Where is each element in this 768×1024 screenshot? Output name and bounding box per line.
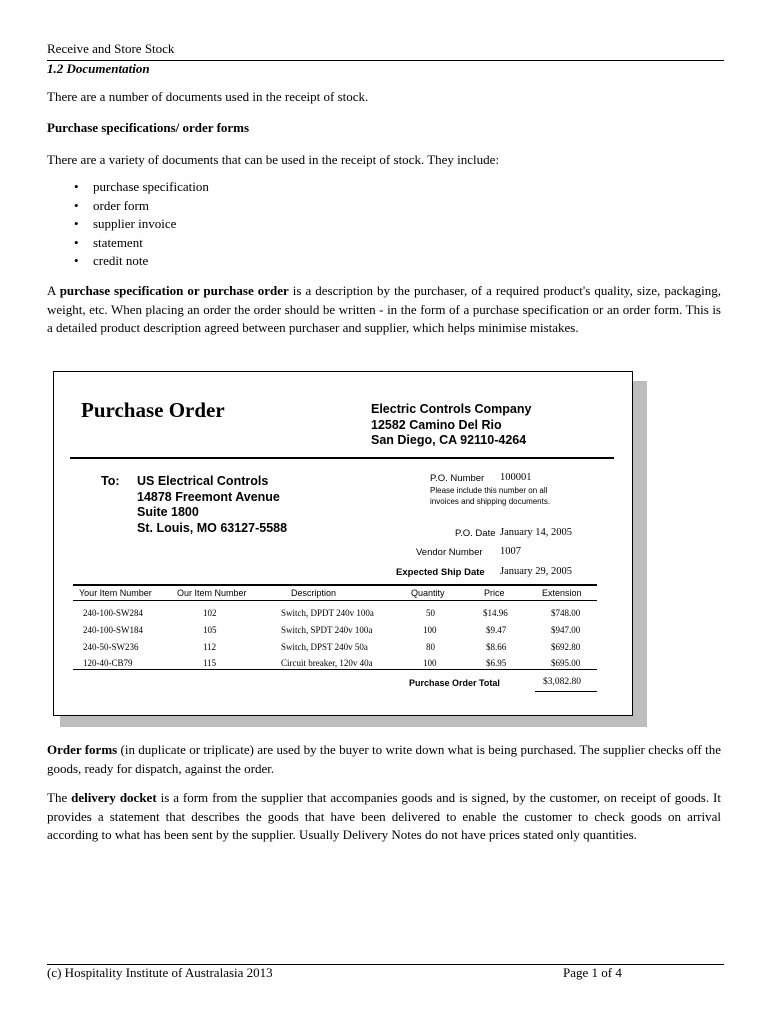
- recipient-address: US Electrical Controls 14878 Freemont Avenue Suite 1800 St. Louis, MO 63127-5588: [137, 474, 288, 535]
- section-heading: 1.2 Documentation: [47, 61, 150, 76]
- vendor-number-label: Vendor Number: [416, 547, 483, 558]
- col-header: Our Item Number: [177, 588, 247, 598]
- vendor-number: 1007: [500, 546, 521, 557]
- term-order-forms: Order forms: [47, 742, 118, 757]
- list-item: • statement: [47, 234, 209, 253]
- col-header: Extension: [542, 588, 582, 598]
- po-title: Purchase Order: [81, 398, 225, 422]
- table-bottom-rule: [73, 669, 597, 670]
- col-header: Price: [484, 588, 505, 598]
- term-purchase-order: purchase specification or purchase order: [59, 283, 289, 298]
- intro-paragraph: There are a number of documents used in the receipt of stock.: [47, 89, 369, 104]
- footer-copyright: (c) Hospitality Institute of Australasia 2013: [47, 965, 273, 980]
- order-forms-paragraph: Order forms (in duplicate or triplicate) are used by the buyer to write down what is being purchased. The supplier checks off the goods, ready for dispatch, against the order.: [47, 742, 722, 776]
- table-header-rule: [73, 600, 597, 601]
- purchase-order-figure: Purchase Order Electric Controls Company 12582 Camino Del Rio San Diego, CA 92110-4264 To: US Electrical Controls 14878 Freemont Avenue Suite 1800 St. Louis, MO 63127-5588 P.O. Number 100001 Please include this number on all invoices and shipping documents. P.O. Date January 14, 2005 Vendor Number 1007 Expected Ship Date January 29, 2005 Your Item Number Our Item Number Description Quantity Price Extension 240-100-SW284 102 Switch, DPDT 240v 100a 50 $14.96 $748.00 240-100-SW184 105 Switch, SPDT 240v 100a 100 $9.47 $947.00 240-50-SW236 112 Switch, DPST 240v 50a 80 $8.66 $692.80 120-40-CB79 115 Circuit breaker, 120v 40a 100 $6.95 $695.00 Purchase Order Total $3,082.80: [53, 371, 633, 716]
- po-total-value: $3,082.80: [543, 677, 581, 687]
- list-item: • supplier invoice: [47, 215, 209, 234]
- list-item: • credit note: [47, 252, 209, 271]
- col-header: Description: [291, 588, 337, 598]
- list-item: • order form: [47, 197, 209, 216]
- bullet-icon: •: [74, 197, 79, 213]
- list-item: • purchase specification: [47, 178, 209, 197]
- company-address: Electric Controls Company 12582 Camino Del Rio San Diego, CA 92110-4264: [371, 402, 532, 447]
- document-list: [47, 178, 209, 271]
- po-date-label: P.O. Date: [455, 528, 496, 539]
- purchase-order-paragraph: A purchase specification or purchase order is a description by the purchaser, of a required product's quality, size, packaging, weight, etc. When placing an order the order should be written - in the form of a purchase specification or an order form. This is a detailed product description agreed between purchaser and supplier, which helps minimise mistakes.: [47, 283, 721, 335]
- bullet-icon: •: [74, 216, 79, 232]
- table-top-rule: [73, 584, 597, 586]
- ship-date-label: Expected Ship Date: [396, 567, 485, 578]
- page-number: Page 1 of 4: [563, 965, 622, 980]
- total-underline: [535, 691, 597, 692]
- ship-date: January 29, 2005: [500, 566, 573, 577]
- col-header: Your Item Number: [79, 588, 152, 598]
- subheading: Purchase specifications/ order forms: [47, 120, 250, 135]
- to-label: To:: [101, 474, 120, 488]
- po-date: January 14, 2005: [500, 527, 573, 538]
- delivery-docket-paragraph: The delivery docket is a form from the supplier that accompanies goods and is signed, by the customer, on receipt of goods. It provides a statement that describes the goods that have been delivered to enable the customer to check goods on arrival according to what has been sent by the supplier. Usually Delivery Notes do not have prices stated only quantities.: [47, 790, 721, 842]
- po-number-label: P.O. Number: [430, 473, 485, 484]
- term-delivery-docket: delivery docket: [71, 790, 157, 805]
- bullet-icon: •: [74, 179, 79, 194]
- bullet-icon: •: [74, 234, 79, 250]
- po-number: 100001: [500, 472, 532, 483]
- running-title: Receive and Store Stock: [47, 41, 175, 56]
- col-header: Quantity: [411, 588, 445, 598]
- po-number-note: Please include this number on all invoices and shipping documents.: [430, 486, 551, 506]
- list-intro: There are a variety of documents that can be used in the receipt of stock. They include:: [47, 152, 500, 167]
- running-header: [47, 41, 724, 57]
- po-rule: [70, 457, 614, 459]
- po-total-label: Purchase Order Total: [409, 678, 500, 688]
- bullet-icon: •: [74, 253, 79, 269]
